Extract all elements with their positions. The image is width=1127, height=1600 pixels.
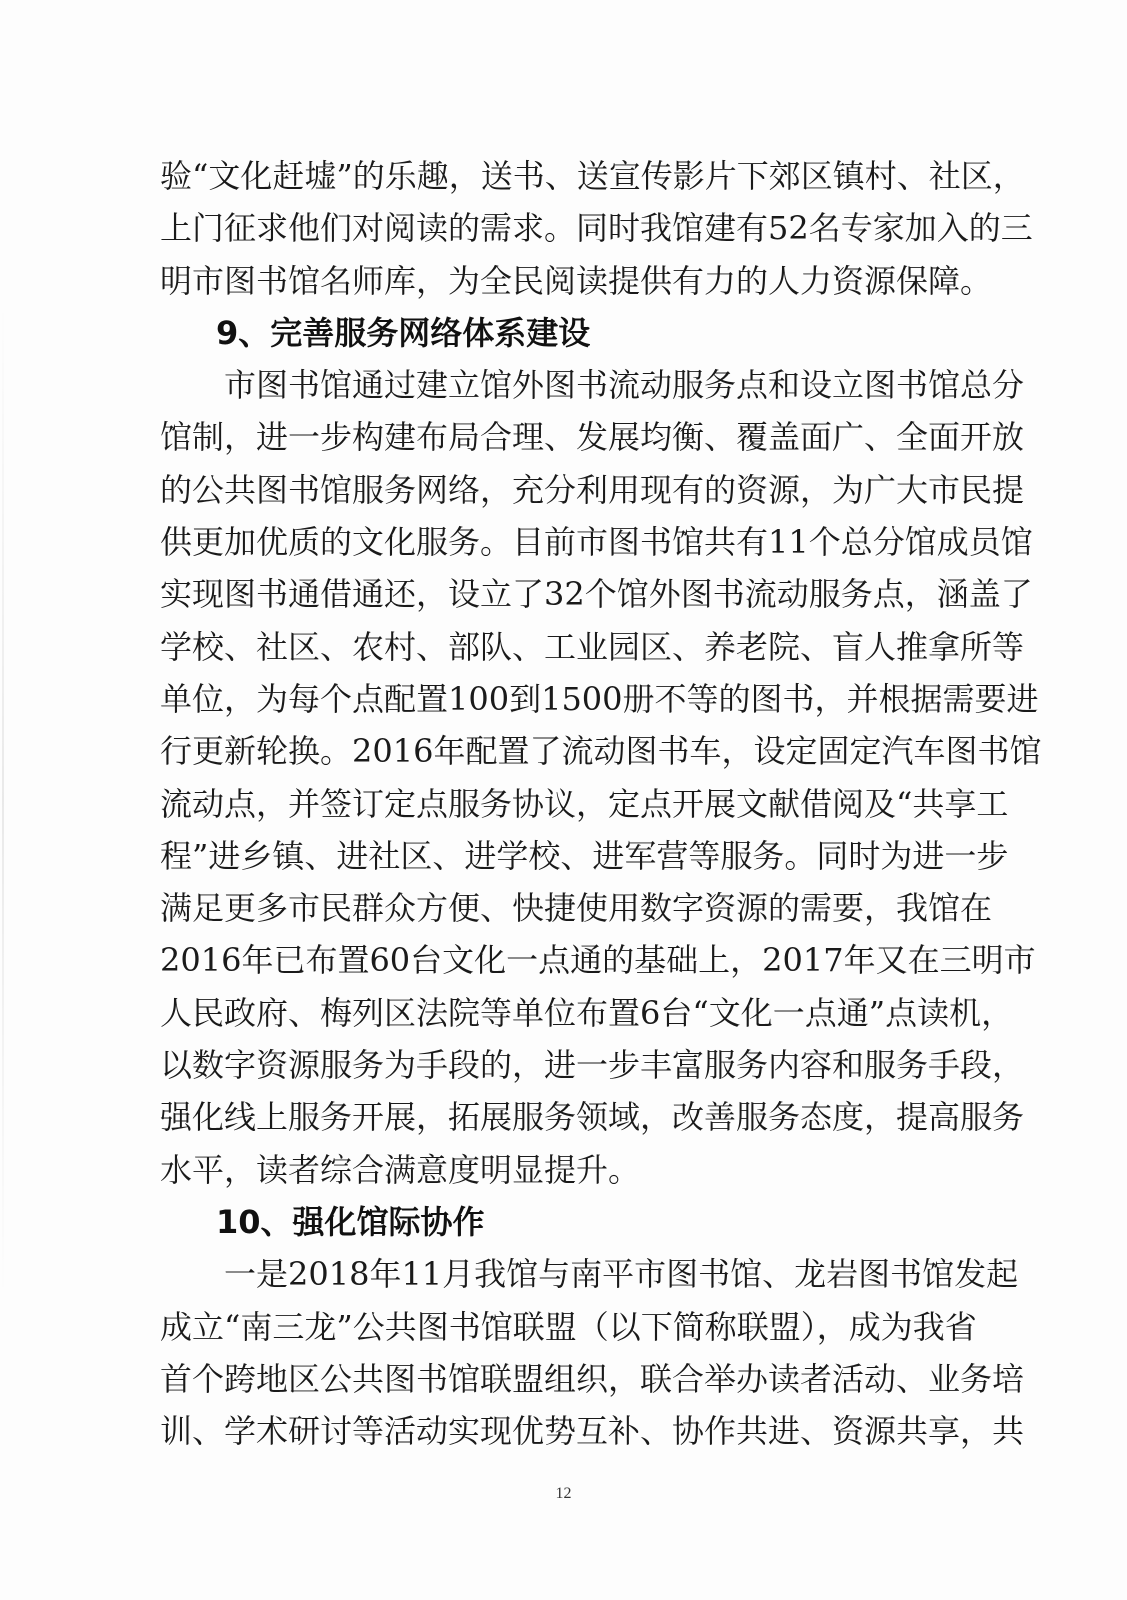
body-line: 馆制，进一步构建布局合理、发展均衡、覆盖面广、全面开放 [160, 418, 1025, 457]
body-line: 水平，读者综合满意度明显提升。 [160, 1150, 641, 1189]
document-body [160, 150, 1042, 1457]
body-line: 行更新轮换。2016年配置了流动图书车，设定固定汽车图书馆 [160, 732, 1042, 771]
scan-edge-shadow [2, 300, 4, 1300]
body-line: 以数字资源服务为手段的，进一步丰富服务内容和服务手段， [160, 1046, 1025, 1085]
body-line: 人民政府、梅列区法院等单位布置6台“文化一点通”点读机， [160, 993, 1014, 1032]
body-line: 供更加优质的文化服务。目前市图书馆共有11个总分馆成员馆 [160, 523, 1033, 562]
body-line: 首个跨地区公共图书馆联盟组织，联合举办读者活动、业务培 [160, 1359, 1025, 1398]
body-line: 满足更多市民群众方便、快捷使用数字资源的需要，我馆在 [160, 889, 993, 928]
section-heading-10: 10、强化馆际协作 [216, 1202, 485, 1241]
body-line: 程”进乡镇、进社区、进学校、进军营等服务。同时为进一步 [160, 836, 1009, 875]
body-line: 强化线上服务开展，拓展服务领域，改善服务态度，提高服务 [160, 1098, 1025, 1137]
body-line: 验“文化赶墟”的乐趣，送书、送宣传影片下郊区镇村、社区， [160, 157, 1025, 195]
page-number: 12 [555, 1485, 572, 1502]
body-line: 2016年已布置60台文化一点通的基础上，2017年又在三明市 [160, 941, 1036, 980]
body-line: 单位，为每个点配置100到1500册不等的图书，并根据需要进 [160, 679, 1039, 718]
body-line: 流动点，并签订定点服务协议，定点开展文献借阅及“共享工 [160, 784, 1009, 823]
body-line: 市图书馆通过建立馆外图书流动服务点和设立图书馆总分 [224, 366, 1025, 405]
body-line: 学校、社区、农村、部队、工业园区、养老院、盲人推拿所等 [160, 627, 1025, 666]
body-line: 训、学术研讨等活动实现优势互补、协作共进、资源共享，共 [160, 1412, 1025, 1451]
body-line: 的公共图书馆服务网络，充分利用现有的资源，为广大市民提 [160, 470, 1025, 509]
section-heading-9: 9、完善服务网络体系建设 [216, 313, 591, 352]
body-line: 实现图书通借通还，设立了32个馆外图书流动服务点，涵盖了 [160, 575, 1033, 614]
body-line: 明市图书馆名师库，为全民阅读提供有力的人力资源保障。 [160, 261, 993, 300]
body-line: 一是2018年11月我馆与南平市图书馆、龙岩图书馆发起 [224, 1255, 1019, 1294]
body-line: 上门征求他们对阅读的需求。同时我馆建有52名专家加入的三 [160, 209, 1033, 248]
body-line: 成立“南三龙”公共图书馆联盟（以下简称联盟），成为我省 [160, 1307, 977, 1346]
